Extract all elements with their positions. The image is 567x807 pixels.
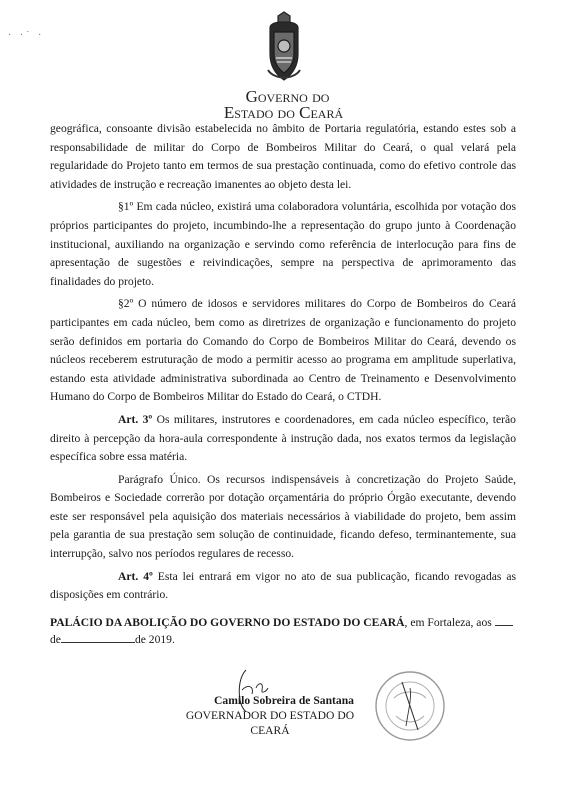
location-text: , em Fortaleza, aos [404,616,492,629]
closing-block [50,614,516,648]
article-3-text: Os militares, instrutores e coordenadores, em cada núcleo específico, terão direito à percepção da hora-aula correspondente à instrução dada, nos exatos termos da legislação específica sobre essa matéria. [50,412,516,464]
article-3-label: Art. 3º [118,412,153,426]
law-body [50,120,516,609]
date-suffix: de 2019. [134,633,175,646]
article-4-text: Esta lei entrará em vigor no ato de sua publicação, ficando revogadas as disposições em contrário. [50,569,516,602]
paragraph-continuation: geográfica, consoante divisão estabelecida no âmbito de Portaria regulatória, estando estes sob a responsabilidade de militar do Corpo de Bombeiros Militar do Ceará, o qual velará pela regularidade do Projeto tanto em termos de sua prestação continuada, como do efetivo controle das atividades de instrução e recreação imanentes ao objeto desta lei. [50,122,516,191]
article-4 [50,568,516,605]
article-3 [50,411,516,467]
header-state: Estado do Ceará [223,103,344,122]
paragraph-unico: Parágrafo Único. Os recursos indispensáveis à concretização do Projeto Saúde, Bombeiros e Sociedade correrão por dotação orçamentária do próprio Órgão executante, devendo este ser responsável pela aquisição dos materiais necessários à viabilidade do projeto, bem assim pela garantia de sua prestação sem solução de continuidade, ficando defeso, terminantemente, sua interrupção, salvo nos períodos regulares de recesso. [50,472,516,561]
closing-line-1 [50,614,516,631]
signer-name: Camilo Sobreira de Santana [214,694,354,707]
day-blank [495,615,513,626]
state-coat-of-arms-icon [264,10,304,88]
header-government: Governo do [245,87,330,106]
palace-title: PALÁCIO DA ABOLIÇÃO DO GOVERNO DO ESTADO DO CEARÁ [50,616,405,629]
signer-block [170,693,370,738]
scan-specks: · ·˙ · [8,30,45,41]
closing-line-2 [50,631,516,648]
paragraph-section-2: §2º O número de idosos e servidores militares do Corpo de Bombeiros do Ceará participantes em cada núcleo, bem como as diretrizes de organização e funcionamento do projeto serão definidos em portaria do Comando do Corpo de Bombeiros Militar do Ceará, devendo os núcleos receberem estruturação de modo a permitir acesso ao programa em amplitude superlativa, estando esta atividade administrativa subordinada ao Centro de Treinamento e Desenvolvimento Humano do Corpo de Bombeiros Militar do Estado do Ceará, o CTDH. [50,297,516,404]
paragraph-section-1: §1º Em cada núcleo, existirá uma colaboradora voluntária, escolhida por votação dos próprios participantes do projeto, incumbindo-lhe a representação do grupo junto à Coordenação institucional, auxiliando na organização e servindo como referência de interlocução para fins de apresentação de sugestões e reivindicações, sempre na perspectiva de aprimoramento das finalidades do projeto. [50,200,516,288]
month-blank [61,632,135,643]
signer-role: GOVERNADOR DO ESTADO DO CEARÁ [185,709,355,737]
article-4-label: Art. 4º [118,569,153,583]
date-prefix: de [50,633,61,646]
official-seal-stamp-icon [372,668,448,744]
